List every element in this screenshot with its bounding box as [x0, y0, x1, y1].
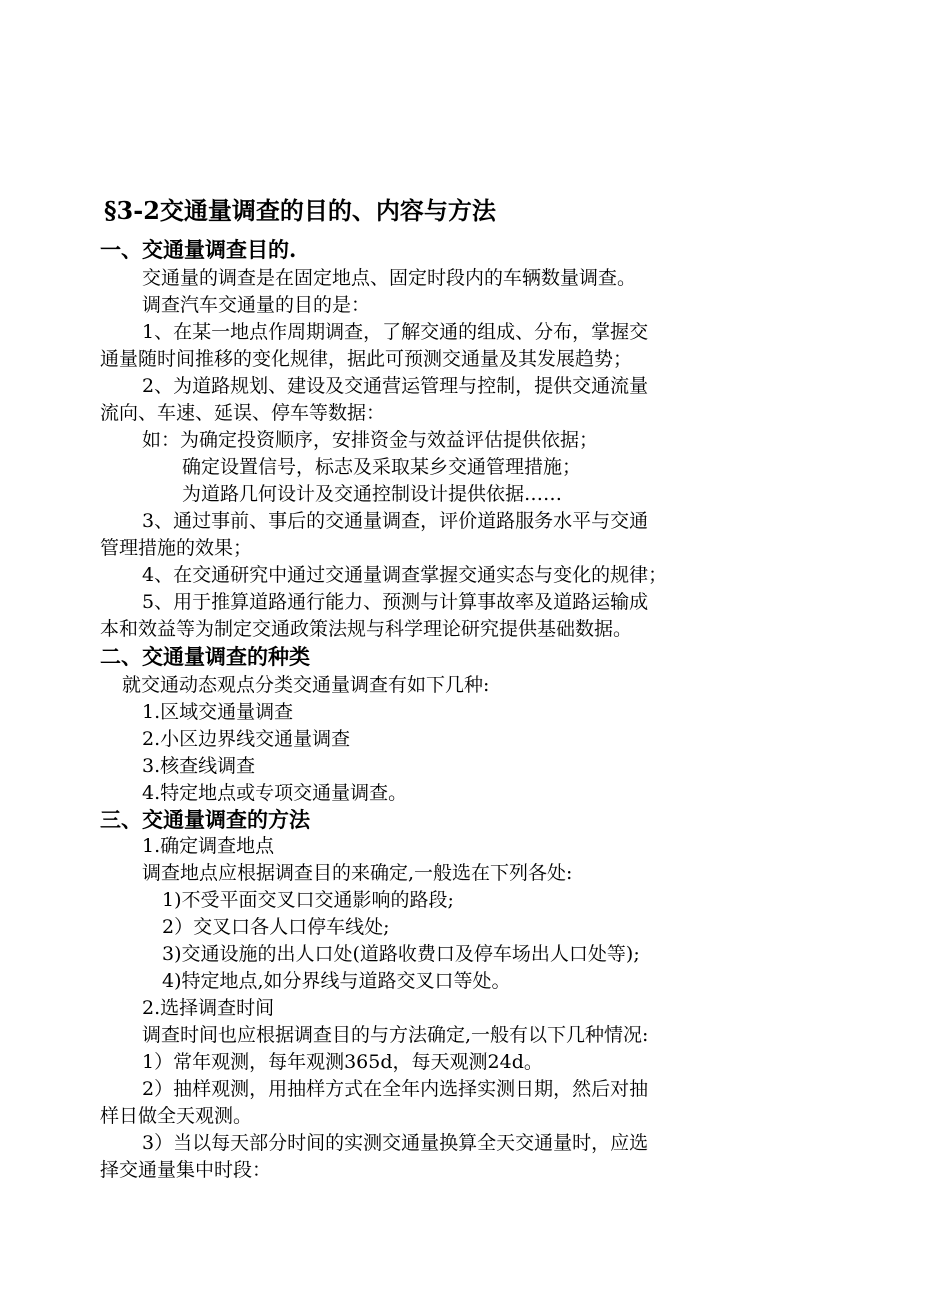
list-item: 1)不受平面交叉口交通影响的路段;: [162, 889, 454, 911]
paragraph-line: 4、在交通研究中通过交通量调查掌握交通实态与变化的规律；: [142, 564, 668, 586]
list-item: 1.区域交通量调查: [142, 701, 294, 723]
page-title: §3-2交通量调查的目的、内容与方法: [104, 196, 496, 225]
paragraph-line: 本和效益等为制定交通政策法规与科学理论研究提供基础数据。: [100, 618, 633, 640]
paragraph-line: 5、用于推算道路通行能力、预测与计算事故率及道路运输成: [142, 591, 649, 613]
list-item: 4.特定地点或专项交通量调查。: [142, 782, 408, 804]
paragraph-line: 3）当以每天部分时间的实测交通量换算全天交通量时，应选: [142, 1132, 649, 1154]
section-heading-types: 二、交通量调查的种类: [100, 644, 310, 669]
list-item: 3.核查线调查: [142, 755, 256, 777]
list-item: 3)交通设施的出人口处(道路收费口及停车场出人口处等);: [162, 943, 640, 965]
paragraph-line: 1、在某一地点作周期调查，了解交通的组成、分布，掌握交: [142, 321, 649, 343]
section-heading-methods: 三、交通量调查的方法: [100, 807, 310, 832]
paragraph-line: 1）常年观测，每年观测365d，每天观测24d。: [142, 1051, 543, 1073]
paragraph-line: 2、为道路规划、建设及交通营运管理与控制，提供交通流量: [142, 375, 649, 397]
paragraph-line: 2）抽样观测，用抽样方式在全年内选择实测日期，然后对抽: [142, 1078, 649, 1100]
paragraph-line: 为道路几何设计及交通控制设计提供依据……: [182, 483, 563, 505]
paragraph-line: 调查汽车交通量的目的是：: [142, 294, 371, 316]
section-heading-purpose: 一、交通量调查目的.: [100, 237, 297, 262]
paragraph-line: 调查时间也应根据调查目的与方法确定,一般有以下几种情况:: [142, 1024, 649, 1046]
paragraph-line: 1.确定调查地点: [142, 835, 275, 857]
paragraph-line: 就交通动态观点分类交通量调查有如下几种:: [122, 674, 490, 696]
paragraph-line: 样日做全天观测。: [100, 1105, 253, 1127]
paragraph-line: 流向、车速、延误、停车等数据：: [100, 402, 386, 424]
paragraph-line: 调查地点应根据调查目的来确定,一般选在下列各处:: [142, 862, 573, 884]
paragraph-line: 2.选择调查时间: [142, 997, 275, 1019]
paragraph-line: 管理措施的效果；: [100, 537, 253, 559]
paragraph-line: 交通量的调查是在固定地点、固定时段内的车辆数量调查。: [142, 267, 637, 289]
list-item: 2.小区边界线交通量调查: [142, 728, 351, 750]
paragraph-line: 择交通量集中时段：: [100, 1159, 272, 1181]
list-item: 4)特定地点,如分界线与道路交叉口等处。: [162, 970, 511, 992]
paragraph-line: 确定设置信号，标志及采取某乡交通管理措施；: [182, 456, 582, 478]
paragraph-line: 3、通过事前、事后的交通量调查，评价道路服务水平与交通: [142, 510, 649, 532]
list-item: 2）交叉口各人口停车线处;: [162, 916, 390, 938]
paragraph-line: 如：为确定投资顺序，安排资金与效益评估提供依据；: [142, 429, 599, 451]
paragraph-line: 通量随时间推移的变化规律，据此可预测交通量及其发展趋势；: [100, 348, 633, 370]
